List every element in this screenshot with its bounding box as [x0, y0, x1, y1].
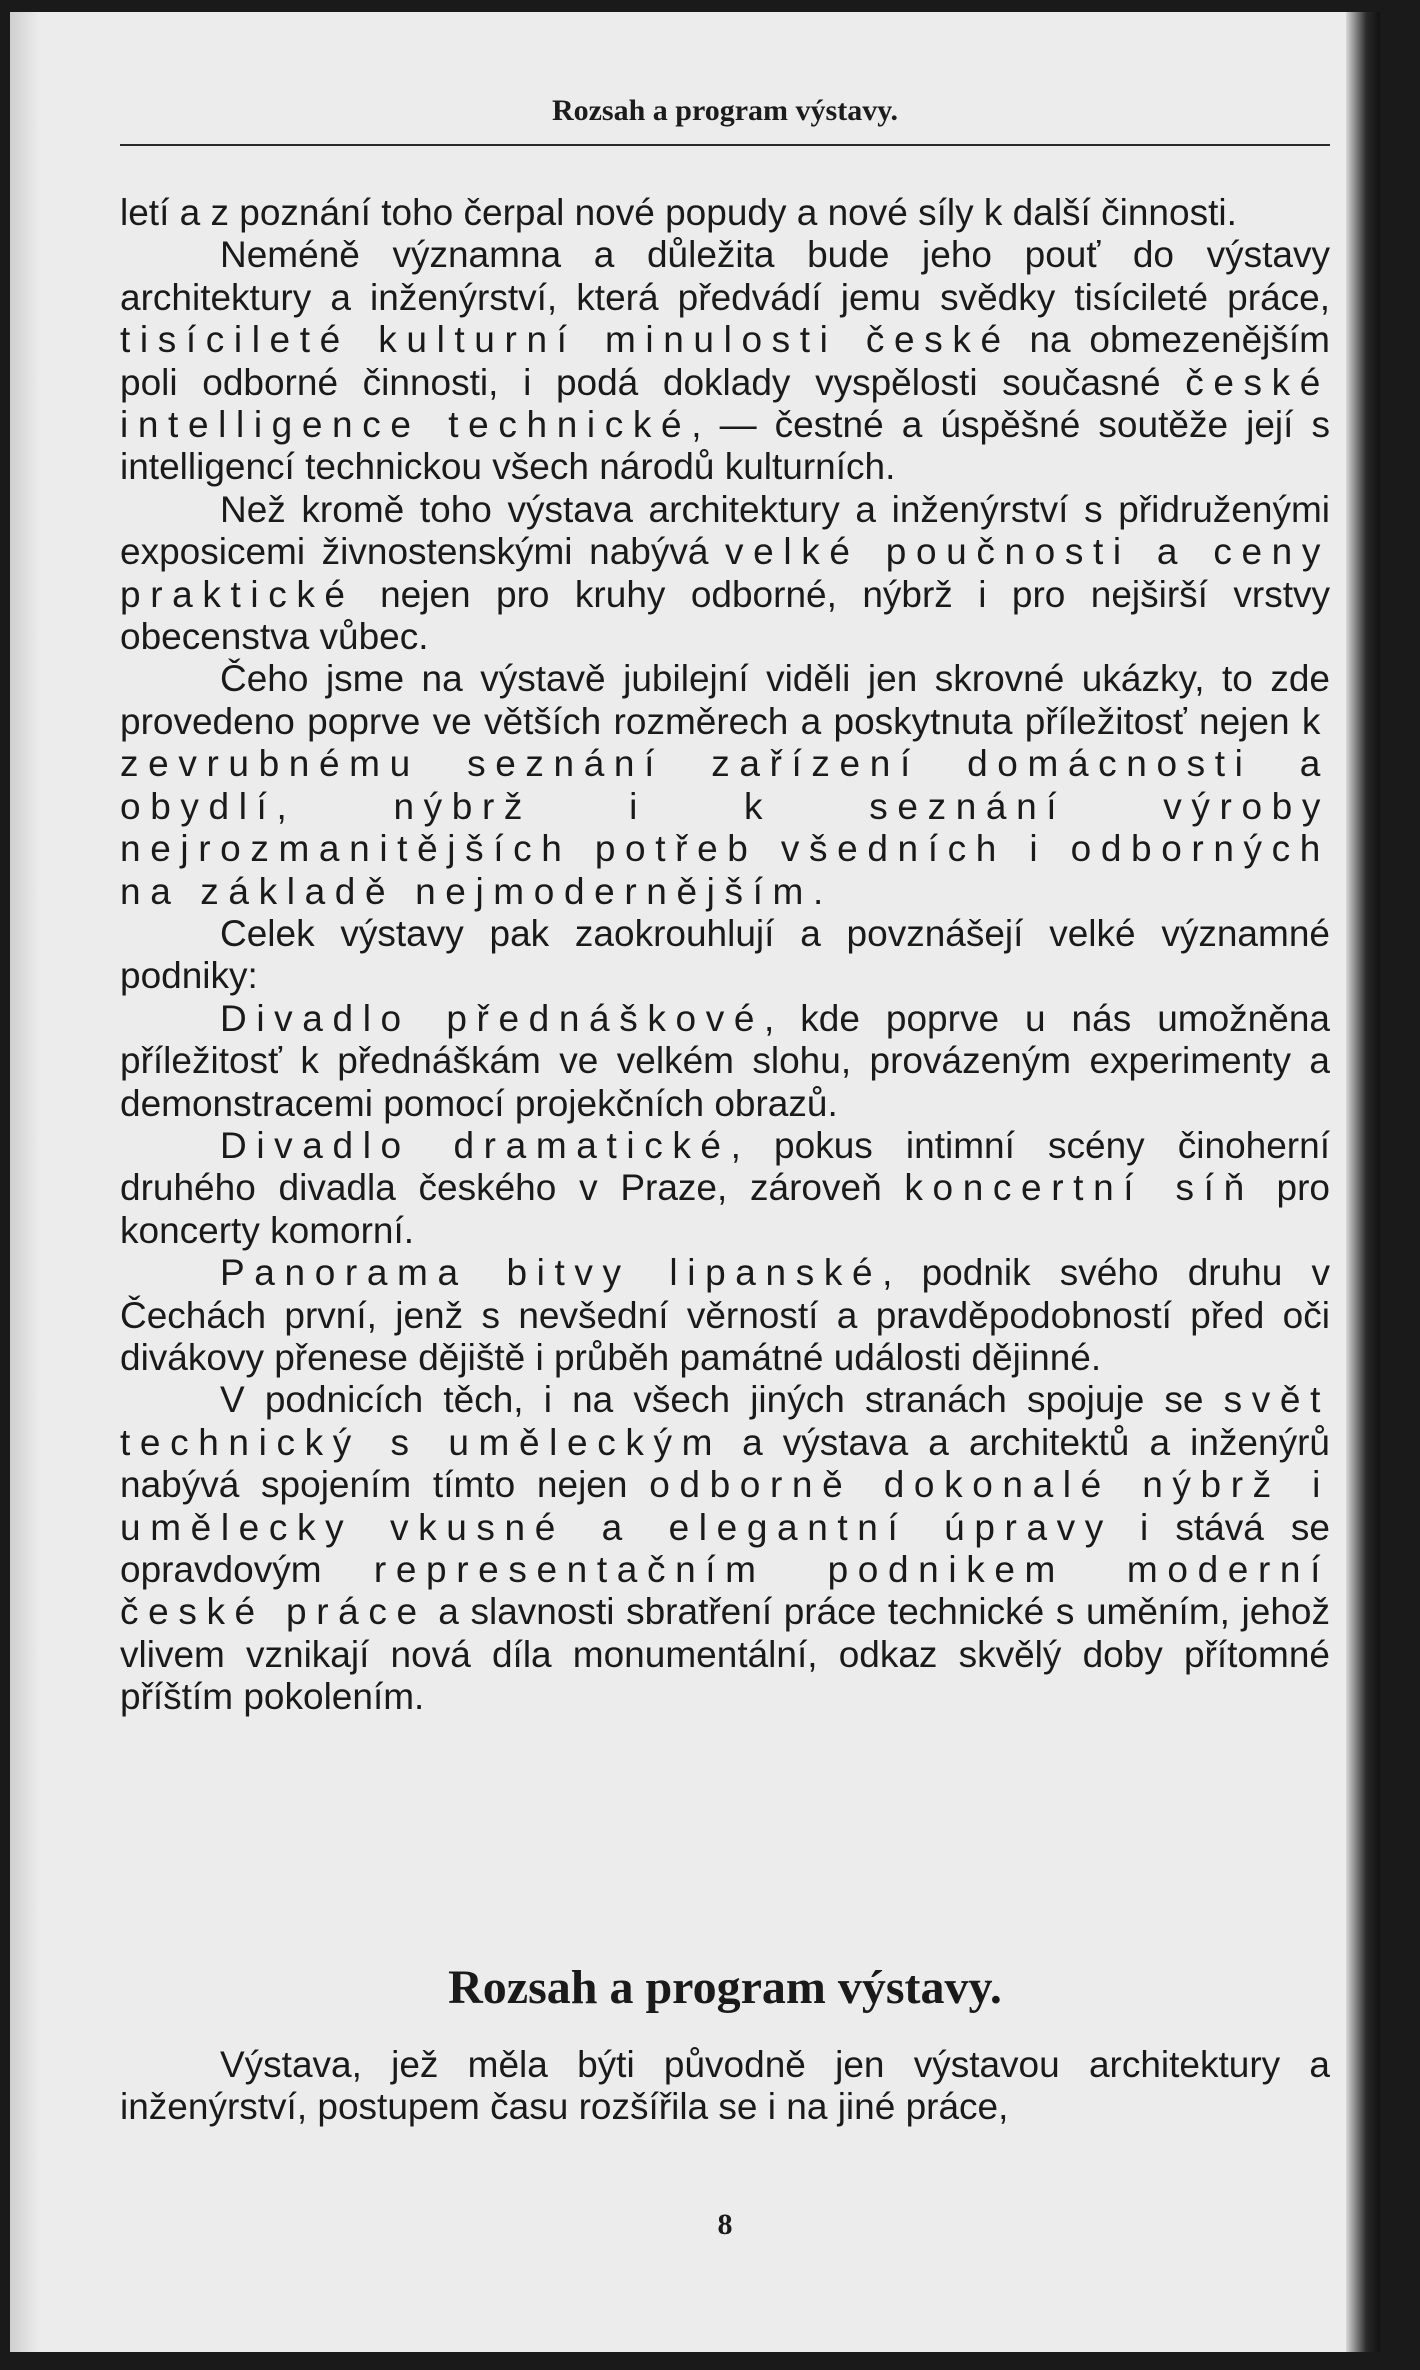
spaced-emphasis: representačním podnikem moderní české práce	[120, 1549, 1330, 1633]
paragraph	[120, 998, 1330, 1125]
paragraph	[120, 192, 1330, 234]
spaced-emphasis: velké poučnosti a ceny praktické	[120, 531, 1330, 615]
section-intro-paragraph: Výstava, jež měla býti původně jen výstavou architektury a inženýrství, postupem času rozšířila se i na jiné práce,	[120, 2044, 1330, 2128]
spaced-emphasis: odborně dokonalé nýbrž i umělecky vkusné a elegantní úpravy	[120, 1464, 1330, 1548]
spaced-emphasis: Divadlo dramatické	[220, 1124, 731, 1166]
running-header: Rozsah a program výstavy.	[551, 94, 899, 127]
paragraph-text: Neméně významna a důležita bude jeho pouť do výstavy architektury a inženýrství, která předvádí jemu svědky tisícileté práce,	[120, 234, 1330, 318]
paragraph-text: , pokus intimní scény činoherní druhého divadla českého v Praze, zároveň	[120, 1124, 1330, 1209]
page-number: 8	[717, 2208, 733, 2241]
paragraph-text: a slavnosti sbratření práce technické s uměním, jehož vlivem vznikají nová díla monumentální, odkaz skvělý doby přítomné příštím pokolením.	[120, 1591, 1330, 1718]
spaced-emphasis: české intelligence technické	[120, 361, 1330, 446]
paragraph-text: Než kromě toho výstava architektury a inženýrství s přidruženými exposicemi živnostenskými nabývá	[120, 488, 1330, 573]
paragraph-text: , podnik svého druhu v Čechách první, jenž s nevšední věrností a pravděpodobností před oči divákovy přenese dějiště i průběh památné události dějinné.	[120, 1252, 1330, 1378]
paragraph-text: na obmezenějším poli odborné činnosti, i podá doklady vyspělosti současné	[120, 319, 1330, 403]
paragraph	[120, 234, 1330, 488]
paragraph-text: Celek výstavy pak zaokrouhlují a povznášejí velké významné podniky:	[120, 912, 1330, 997]
page-left-shadow	[10, 12, 40, 2352]
book-spine-shadow	[1346, 12, 1380, 2352]
paragraph	[120, 1125, 1330, 1252]
paragraph-text: pro koncerty komorní.	[120, 1167, 1330, 1251]
spaced-emphasis: svět technický s uměleckým	[120, 1379, 1330, 1463]
paragraph-text: V podnicích těch, i na všech jiných stranách spojuje se	[220, 1379, 1224, 1421]
paragraph-text: nejen pro kruhy odborné, nýbrž i pro nejširší vrstvy obecenstva vůbec.	[120, 573, 1330, 658]
paragraph-text: a výstava a architektů a inženýrů nabývá spojením tímto nejen	[120, 1421, 1330, 1506]
paragraph	[120, 489, 1330, 659]
spaced-emphasis: tisícileté kulturní minulosti české	[120, 319, 1011, 361]
paragraph	[120, 913, 1330, 998]
spaced-emphasis: Divadlo přednáškové	[220, 997, 765, 1039]
paragraph-text: letí a z poznání toho čerpal nové popudy a nové síly k další činnosti.	[120, 192, 1237, 233]
paragraph-text: Čeho jsme na výstavě jubilejní viděli jen skrovné ukázky, to zde provedeno poprve ve větších rozměrech a poskytnuta příležitosť nejen	[120, 658, 1330, 742]
paragraph	[120, 658, 1330, 912]
spaced-emphasis: Panorama bitvy lipanské	[220, 1252, 883, 1294]
header-rule	[120, 144, 1330, 146]
paragraph	[120, 1379, 1330, 1718]
section-heading: Rozsah a program výstavy.	[448, 1961, 1002, 2014]
book-page	[10, 12, 1380, 2352]
body-text	[120, 192, 1330, 1719]
spaced-emphasis: koncertní síň	[904, 1167, 1254, 1209]
spaced-emphasis: k zevrubnému seznání zařízení domácnosti a obydlí, nýbrž i k seznání výroby nejrozmanitějších potřeb všedních i odborných na základě nejmodernějším.	[120, 700, 1330, 912]
paragraph-text: , kde poprve u nás umožněna příležitosť k přednáškám ve velkém slohu, provázeným experimenty a demonstracemi pomocí projekčních obrazů.	[120, 997, 1330, 1124]
paragraph-text: i stává se opravdovým	[120, 1506, 1330, 1590]
paragraph	[120, 1252, 1330, 1379]
paragraph-text: , — čestné a úspěšné soutěže její s intelligencí technickou všech národů kulturních.	[120, 404, 1331, 488]
